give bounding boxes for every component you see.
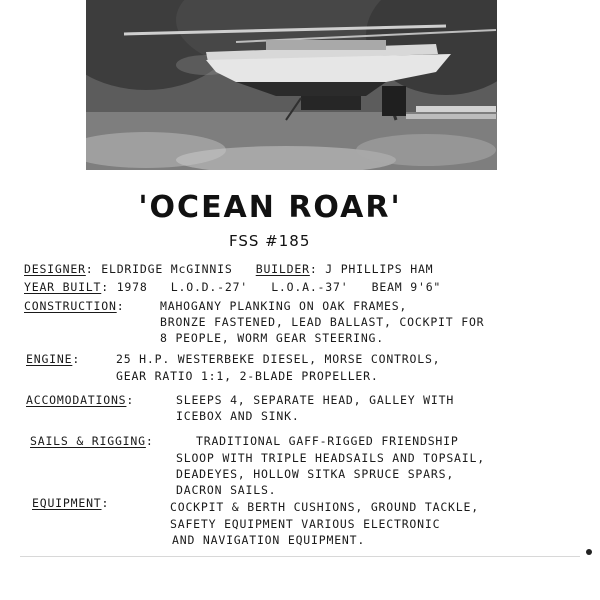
accommodations-line-1: SLEEPS 4, SEPARATE HEAD, GALLEY WITH: [176, 393, 455, 407]
construction-line-1: MAHOGANY PLANKING ON OAK FRAMES,: [160, 299, 408, 313]
equipment-line-3: AND NAVIGATION EQUIPMENT.: [172, 533, 366, 547]
engine-label: ENGINE: [26, 352, 73, 366]
accommodations-label: ACCOMODATIONS: [26, 393, 127, 407]
scan-mark-dot: [586, 549, 592, 555]
year-value: 1978: [116, 280, 148, 294]
engine-line-2: GEAR RATIO 1:1, 2-BLADE PROPELLER.: [116, 369, 379, 383]
sails-label: SAILS & RIGGING: [30, 434, 146, 448]
sails-line-3: DEADEYES, HOLLOW SITKA SPRUCE SPARS,: [176, 467, 455, 481]
sails-line-4: DACRON SAILS.: [176, 483, 277, 497]
construction-line-2: BRONZE FASTENED, LEAD BALLAST, COCKPIT FOR: [160, 315, 485, 329]
equipment-line-2: SAFETY EQUIPMENT VARIOUS ELECTRONIC: [170, 517, 441, 531]
designer-row: DESIGNER: ELDRIDGE McGINNIS BUILDER: J PHILLIPS HAM: [24, 262, 434, 276]
sails-line-1: TRADITIONAL GAFF-RIGGED FRIENDSHIP: [196, 434, 459, 448]
construction-label-row: CONSTRUCTION:: [24, 299, 125, 313]
sails-label-row: SAILS & RIGGING:: [30, 434, 154, 448]
loa-value: L.O.A.-37': [271, 280, 349, 294]
designer-value: ELDRIDGE McGINNIS: [101, 262, 233, 276]
fss-number: FSS #185: [229, 232, 311, 250]
equipment-label-row: EQUIPMENT:: [32, 496, 110, 510]
equipment-label: EQUIPMENT: [32, 496, 102, 510]
builder-value: J PHILLIPS HAM: [325, 262, 434, 276]
year-row: YEAR BUILT: 1978 L.O.D.-27' L.O.A.-37' BEAM 9'6": [24, 280, 442, 294]
accommodations-line-2: ICEBOX AND SINK.: [176, 409, 300, 423]
boat-name-title: 'OCEAN ROAR': [138, 190, 402, 225]
page-edge-divider: [20, 556, 580, 557]
lod-value: L.O.D.-27': [170, 280, 249, 294]
construction-label: CONSTRUCTION: [24, 299, 117, 313]
accommodations-label-row: ACCOMODATIONS:: [26, 393, 135, 407]
engine-label-row: ENGINE:: [26, 352, 81, 366]
engine-line-1: 25 H.P. WESTERBEKE DIESEL, MORSE CONTROLS,: [116, 352, 441, 366]
builder-label: BUILDER: [255, 262, 310, 276]
equipment-line-1: COCKPIT & BERTH CUSHIONS, GROUND TACKLE,: [170, 500, 479, 514]
construction-line-3: 8 PEOPLE, WORM GEAR STEERING.: [160, 331, 384, 345]
beam-value: BEAM 9'6": [371, 280, 442, 294]
year-label: YEAR BUILT: [24, 280, 102, 294]
designer-label: DESIGNER: [24, 262, 86, 276]
sails-line-2: SLOOP WITH TRIPLE HEADSAILS AND TOPSAIL,: [176, 451, 485, 465]
